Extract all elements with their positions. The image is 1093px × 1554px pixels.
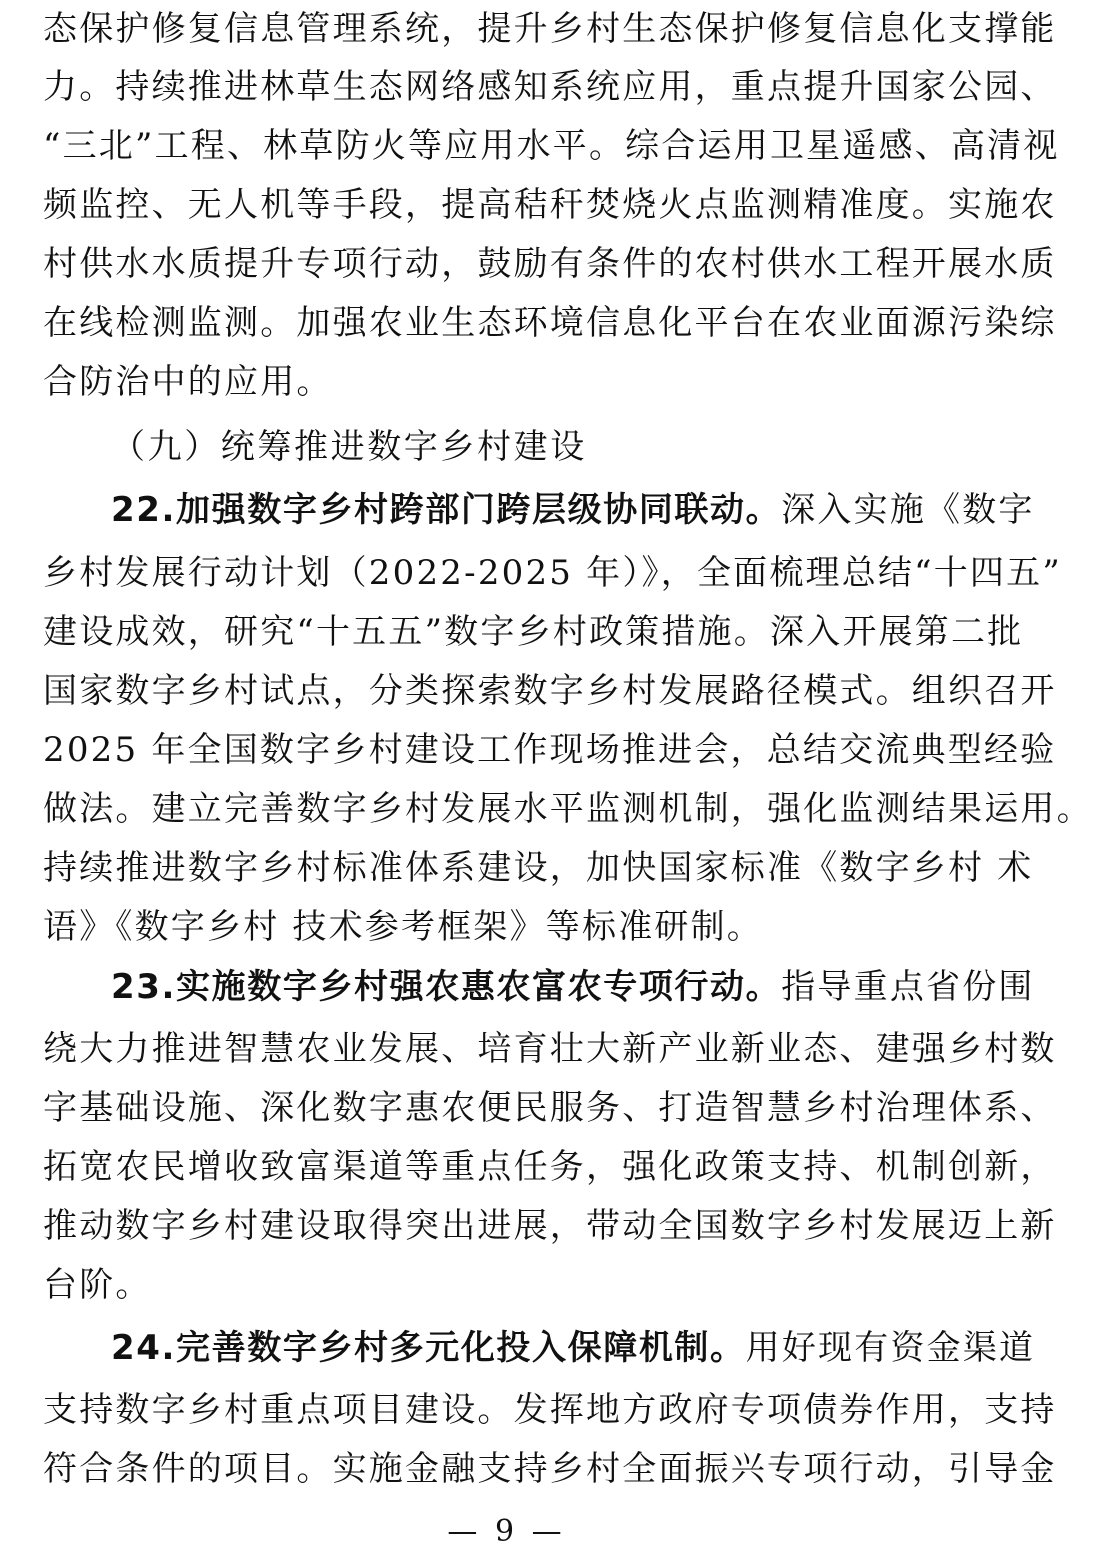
line-text: 台阶。 — [43, 1265, 152, 1305]
text-line — [43, 1256, 983, 1314]
text-line — [43, 1138, 1057, 1196]
line-text: 合防治中的应用。 — [43, 362, 333, 402]
line-text: 深入实施《数字 — [781, 490, 1035, 530]
text-line — [43, 721, 1057, 779]
text-line — [43, 662, 1057, 720]
line-text: 推动数字乡村建设取得突出进展，带动全国数字乡村发展迈上新 — [43, 1206, 1057, 1246]
text-line — [43, 0, 1057, 58]
line-text: 字基础设施、深化数字惠农便民服务、打造智慧乡村治理体系、 — [43, 1088, 1057, 1128]
line-text: 国家数字乡村试点，分类探索数字乡村发展路径模式。组织召开 — [43, 671, 1057, 711]
page-number: — 9 — — [447, 1514, 566, 1549]
line-text: 符合条件的项目。实施金融支持乡村全面振兴专项行动，引导金 — [43, 1449, 1057, 1489]
text-line — [43, 481, 1035, 539]
text-line — [43, 1079, 1057, 1137]
line-text: 力。持续推进林草生态网络感知系统应用，重点提升国家公园、 — [43, 67, 1057, 107]
line-text: 持续推进数字乡村标准体系建设，加快国家标准《数字乡村 术 — [43, 848, 1034, 888]
text-line — [43, 780, 1093, 838]
line-text: “三北”工程、林草防火等应用水平。综合运用卫星遥感、高清视 — [43, 126, 1060, 166]
line-text: 支持数字乡村重点项目建设。发挥地方政府专项债券作用，支持 — [43, 1390, 1057, 1430]
text-line — [43, 58, 1057, 116]
line-text: 村供水水质提升专项行动，鼓励有条件的农村供水工程开展水质 — [43, 244, 1057, 284]
text-line — [43, 117, 1060, 175]
text-line — [43, 839, 1034, 897]
text-line — [43, 1020, 1057, 1078]
line-text: 做法。建立完善数字乡村发展水平监测机制，强化监测结果运用。 — [43, 789, 1093, 829]
text-line — [43, 1440, 1057, 1498]
text-line — [43, 235, 1057, 293]
text-line — [43, 1381, 1057, 1439]
line-text: 建设成效，研究“十五五”数字乡村政策措施。深入开展第二批 — [43, 612, 1024, 652]
text-line — [43, 603, 1024, 661]
text-line — [43, 294, 1057, 352]
text-line — [43, 958, 1035, 1016]
line-text: 2025 年全国数字乡村建设工作现场推进会，总结交流典型经验 — [43, 730, 1057, 770]
line-text: （九）统筹推进数字乡村建设 — [111, 427, 587, 467]
text-line — [43, 176, 1057, 234]
line-text: 用好现有资金渠道 — [745, 1328, 1036, 1368]
text-line — [43, 353, 983, 411]
line-text: 态保护修复信息管理系统，提升乡村生态保护修复信息化支撑能 — [43, 9, 1057, 49]
section-heading — [43, 418, 983, 476]
line-text: 频监控、无人机等手段，提高秸秆焚烧火点监测精准度。实施农 — [43, 185, 1057, 225]
text-line — [43, 1197, 1057, 1255]
line-text: 绕大力推进智慧农业发展、培育壮大新产业新业态、建强乡村数 — [43, 1029, 1057, 1069]
text-line — [43, 898, 983, 956]
line-text: 乡村发展行动计划（2022-2025 年）》，全面梳理总结“十四五” — [43, 553, 1062, 593]
text-line — [43, 544, 1062, 602]
item-heading: 24.完善数字乡村多元化投入保障机制。 — [111, 1328, 746, 1368]
item-heading: 23.实施数字乡村强农惠农富农专项行动。 — [111, 967, 782, 1007]
line-text: 拓宽农民增收致富渠道等重点任务，强化政策支持、机制创新， — [43, 1147, 1057, 1187]
item-heading: 22.加强数字乡村跨部门跨层级协同联动。 — [111, 490, 782, 530]
line-text: 在线检测监测。加强农业生态环境信息化平台在农业面源污染综 — [43, 303, 1057, 343]
line-text: 语》《数字乡村 技术参考框架》等标准研制。 — [43, 907, 764, 947]
line-text: 指导重点省份围 — [781, 967, 1035, 1007]
text-line — [43, 1319, 1036, 1377]
